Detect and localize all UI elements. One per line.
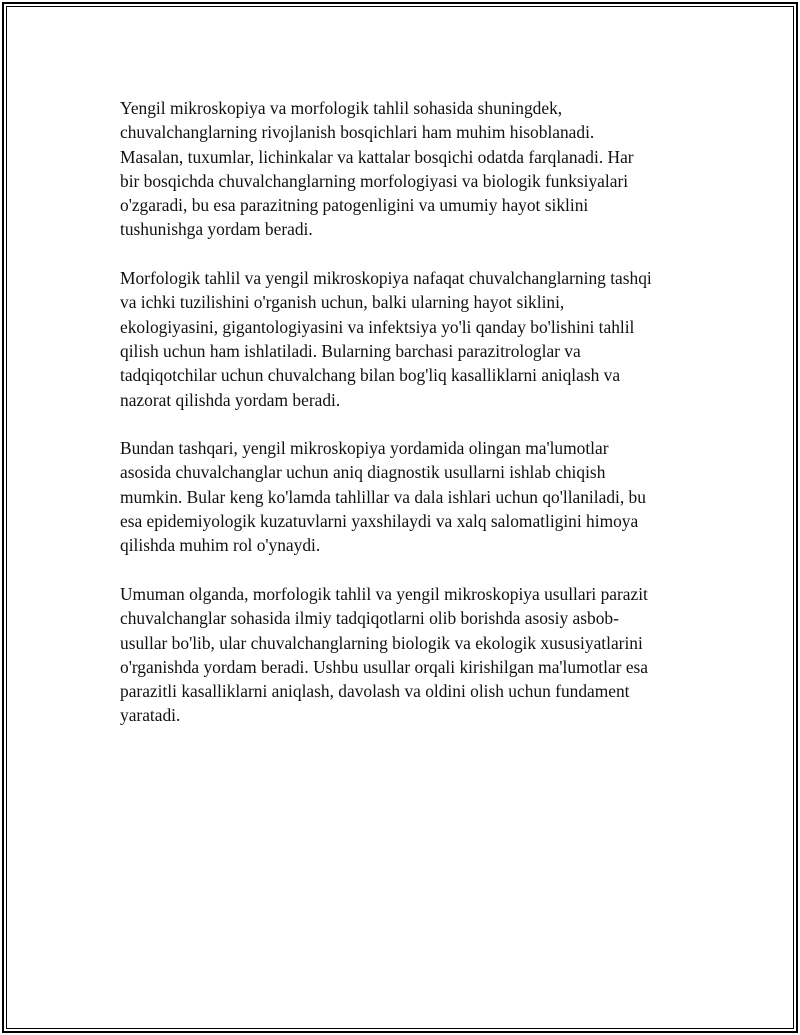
paragraph-3: Bundan tashqari, yengil mikroskopiya yordamida olingan ma'lumotlar asosida chuvalchanglar uchun aniq diagnostik usullarni ishlab chiqish mumkin. Bular keng ko'lamda tahlillar va dala ishlari uchun qo'llaniladi, bu esa epidemiyologik kuzatuvlarni yaxshilaydi va xalq salomatligini himoya qilishda muhim rol o'ynaydi. [120, 438, 646, 556]
document-body [120, 96, 700, 752]
paragraph-1: Yengil mikroskopiya va morfologik tahlil sohasida shuningdek, chuvalchanglarning rivojlanish bosqichlari ham muhim hisoblanadi. Masalan, tuxumlar, lichinkalar va kattalar bosqichi odatda farqlanadi. Har bir bosqichda chuvalchanglarning morfologiyasi va biologik funksiyalari o'zgaradi, bu esa parazitning patogenligini va umumiy hayot siklini tushunishga yordam beradi. [120, 98, 634, 240]
paragraph-2: Morfologik tahlil va yengil mikroskopiya nafaqat chuvalchanglarning tashqi va ichki tuzilishini o'rganish uchun, balki ularning hayot siklini, ekologiyasini, gigantologiyasini va infektsiya yo'li qanday bo'lishini tahlil qilish uchun ham ishlatiladi. Bularning barchasi parazitrologlar va tadqiqotchilar uchun chuvalchang bilan bog'liq kasalliklarni aniqlash va nazorat qilishda yordam beradi. [120, 268, 652, 410]
page-frame [2, 2, 798, 1033]
paragraph-4: Umuman olganda, morfologik tahlil va yengil mikroskopiya usullari parazit chuvalchanglar sohasida ilmiy tadqiqotlarni olib borishda asosiy asbob- usullar bo'lib, ular chuvalchanglarning biologik va ekologik xususiyatlarini o'rganishda yordam beradi. Ushbu usullar orqali kirishilgan ma'lumotlar esa parazitli kasalliklarni aniqlash, davolash va oldini olish uchun fundament yaratadi. [120, 583, 649, 726]
